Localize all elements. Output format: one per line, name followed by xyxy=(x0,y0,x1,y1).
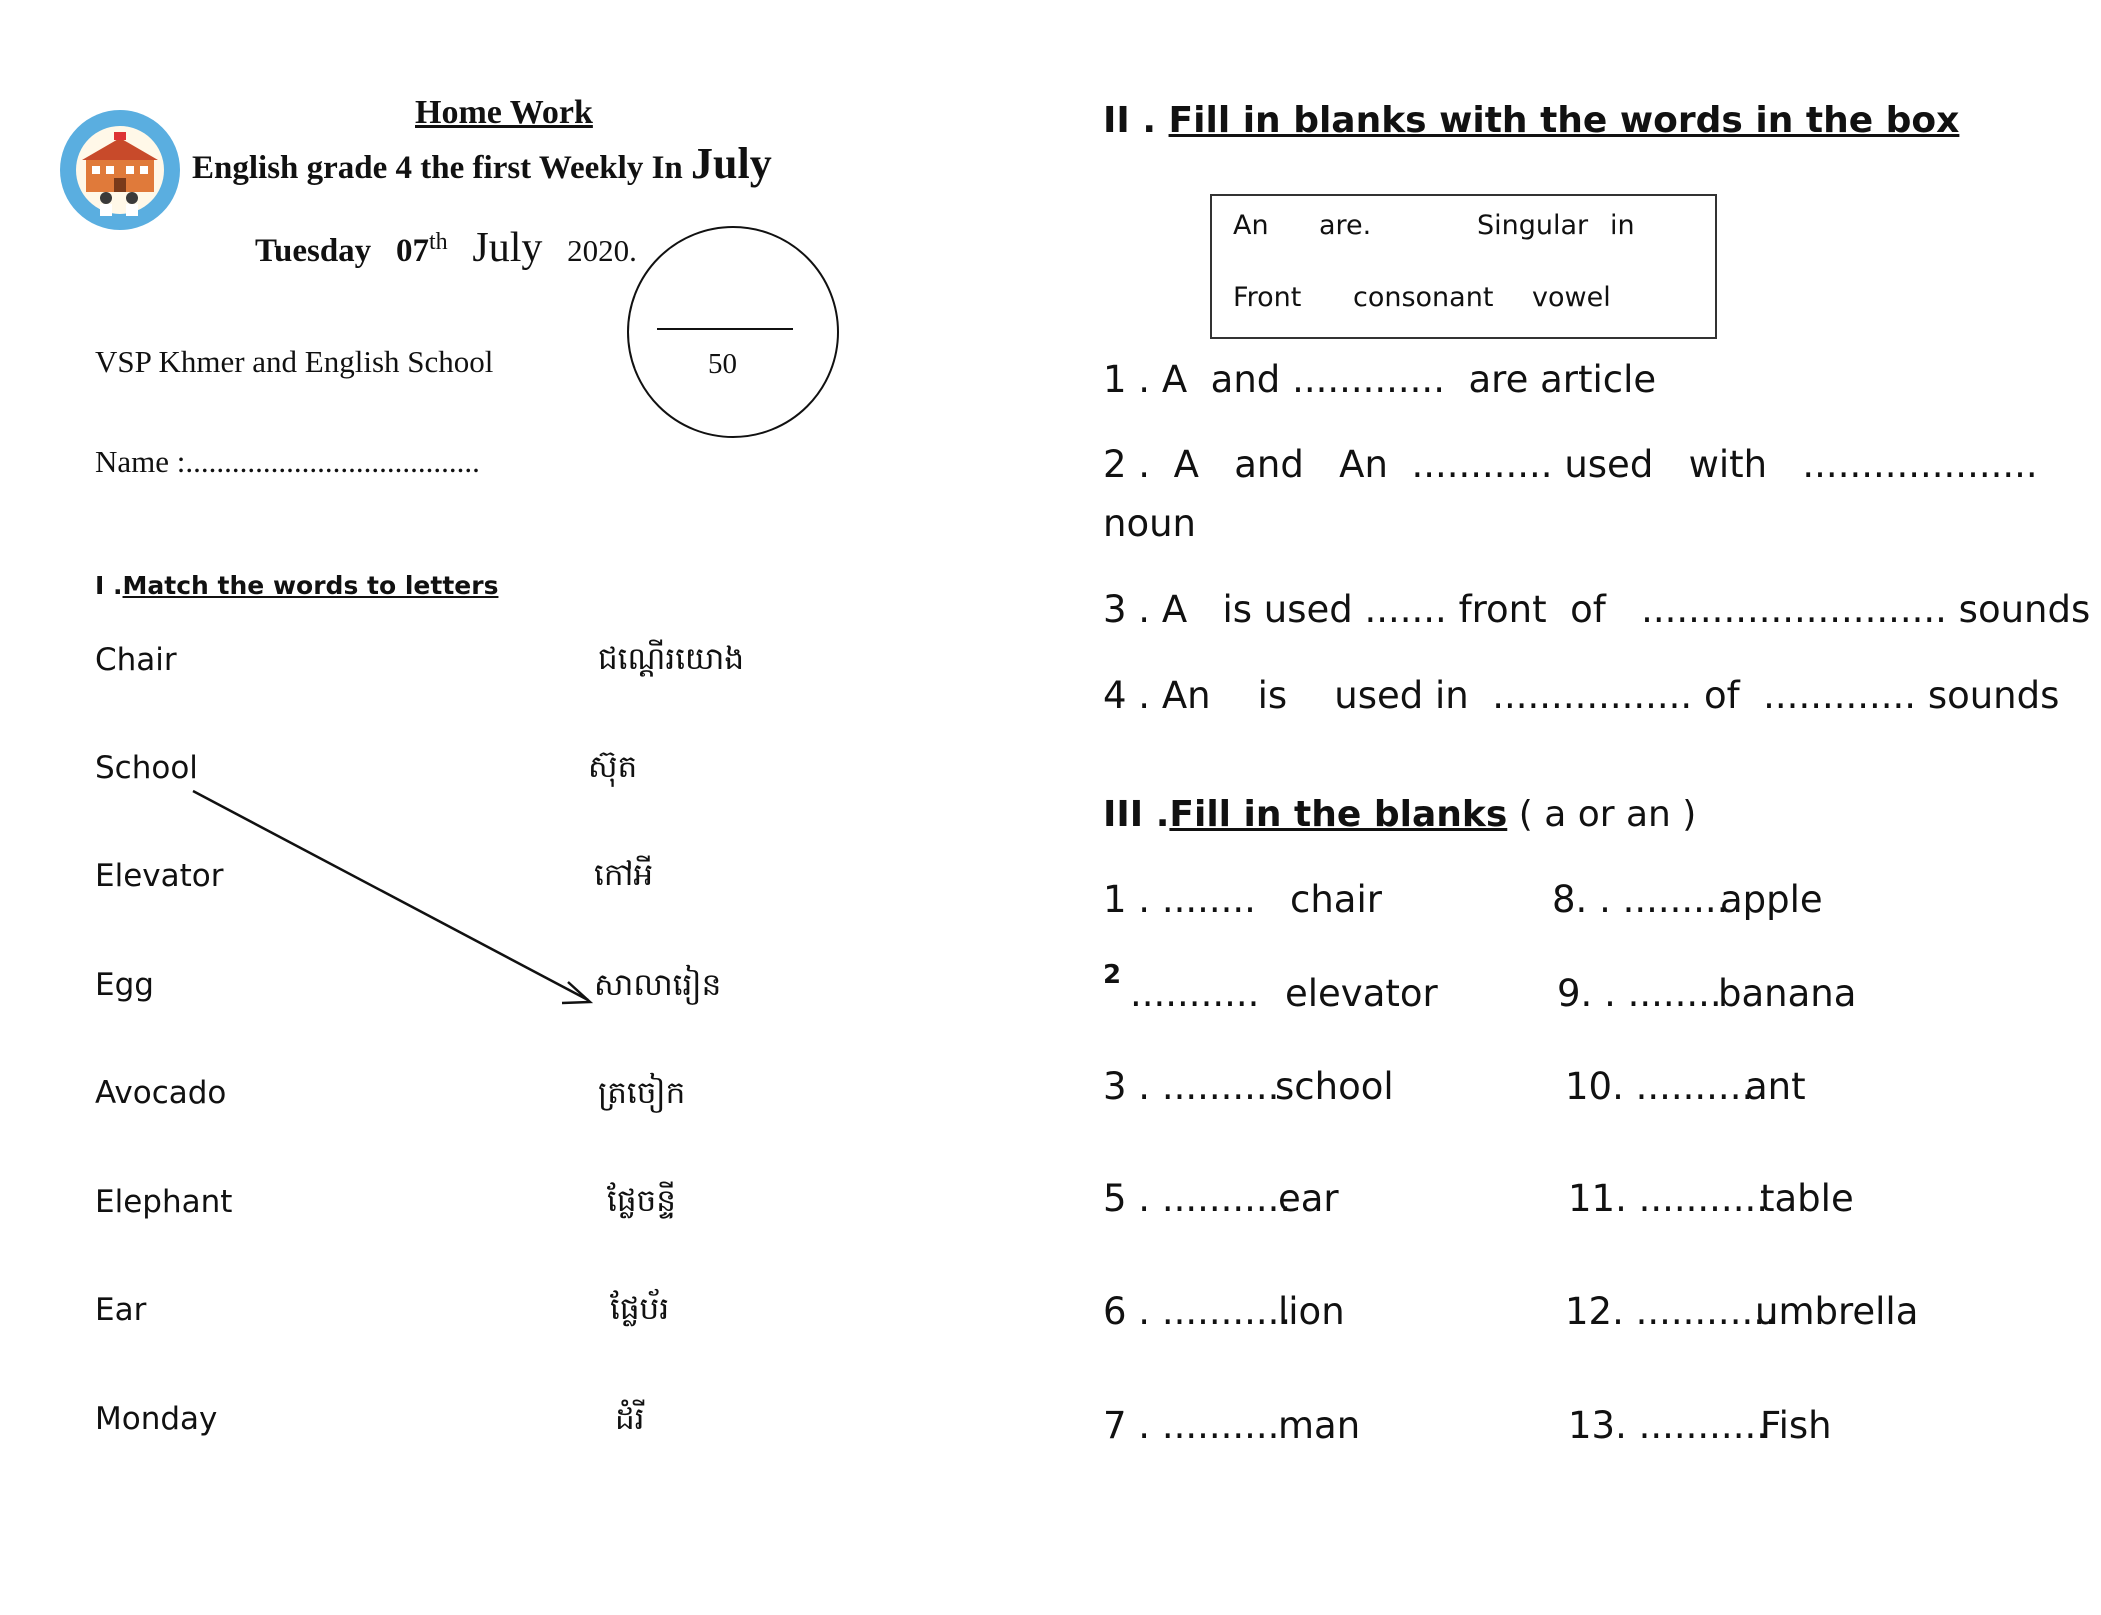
date-day: Tuesday xyxy=(255,233,372,269)
match-word: Chair xyxy=(95,642,177,678)
match-word: Ear xyxy=(95,1292,147,1328)
khmer-word: សាលារៀន xyxy=(594,967,722,1003)
blank-item: 13. ........... xyxy=(1568,1404,1768,1447)
match-word: Monday xyxy=(95,1401,218,1437)
fill-text: of xyxy=(1570,588,1606,631)
name-field[interactable]: Name :...................................... xyxy=(95,444,480,479)
date-month: July xyxy=(472,225,543,271)
blank-word: school xyxy=(1275,1065,1394,1108)
fill-text: with xyxy=(1688,443,1768,486)
homework-title: Home Work xyxy=(415,94,593,131)
fill-text: An xyxy=(1339,443,1388,486)
date-year: 2020. xyxy=(567,233,637,268)
fill-text: 2 . xyxy=(1103,443,1151,486)
fill-item-2-cont: noun xyxy=(1103,502,1196,545)
fill-text: 3 . A xyxy=(1103,588,1188,631)
section1-title: Match the words to letters xyxy=(122,571,499,600)
grade-month: July xyxy=(691,139,772,188)
date-suffix: th xyxy=(428,229,448,255)
khmer-word: ផ្លែចន្ទី xyxy=(607,1183,676,1219)
khmer-word: ស៊ុត xyxy=(588,749,638,785)
blank-item: 10. .......... xyxy=(1565,1065,1754,1108)
match-word: Elevator xyxy=(95,858,224,894)
section3-title: Fill in the blanks xyxy=(1169,794,1508,835)
section1-prefix: I . xyxy=(95,571,123,600)
score-total: 50 xyxy=(708,348,737,380)
fill-blank: .................... xyxy=(1802,443,2038,486)
blank-item: 5 . ........... xyxy=(1103,1177,1292,1220)
blank-word: ear xyxy=(1278,1177,1339,1220)
box-word: are. xyxy=(1319,210,1372,241)
fill-blank: ............ used xyxy=(1411,443,1654,486)
fill-blank: .......................... sounds xyxy=(1641,588,2091,631)
blank-word: chair xyxy=(1290,878,1382,921)
date-number: 07 xyxy=(395,233,429,269)
fill-text: 4 . An xyxy=(1103,674,1211,717)
match-word: Avocado xyxy=(95,1075,227,1111)
fill-blank: ............. sounds xyxy=(1763,674,2060,717)
match-word: School xyxy=(95,750,198,786)
fill-text: 1 . A xyxy=(1103,358,1188,401)
box-word: vowel xyxy=(1532,282,1611,313)
fill-text: and xyxy=(1234,443,1304,486)
khmer-word: ជណ្ដើរយោង xyxy=(598,641,745,677)
fill-text: and xyxy=(1210,358,1281,401)
fill-blank: ............. xyxy=(1292,358,1445,401)
blank-item: 8. . ......... xyxy=(1552,878,1729,921)
fill-item-3 xyxy=(1103,588,2090,631)
match-word: Egg xyxy=(95,967,154,1003)
section2-heading xyxy=(1103,100,1959,141)
khmer-word: ត្រចៀក xyxy=(598,1075,686,1111)
fill-text: is xyxy=(1257,674,1288,717)
blank-item: 9. . ........ xyxy=(1557,972,1722,1015)
fill-text: used in xyxy=(1334,674,1469,717)
box-word: Front xyxy=(1233,282,1302,313)
blank-word: table xyxy=(1760,1177,1854,1220)
khmer-word: កៅអី xyxy=(594,857,654,893)
khmer-word: ដំរី xyxy=(615,1401,645,1437)
box-word: in xyxy=(1610,210,1635,241)
blank-item: ........... xyxy=(1130,972,1260,1015)
school-name: VSP Khmer and English School xyxy=(95,344,494,379)
section2-title: Fill in blanks with the words in the box xyxy=(1168,100,1960,141)
section2-prefix: II . xyxy=(1103,100,1156,141)
blank-word: elevator xyxy=(1285,972,1438,1015)
section3-heading xyxy=(1103,794,1696,835)
word-box xyxy=(1210,194,1717,339)
match-word: Elephant xyxy=(95,1184,233,1220)
blank-item-number: 2 xyxy=(1103,960,1122,990)
khmer-word: ផ្លែប័រ xyxy=(610,1291,670,1327)
fill-item-1 xyxy=(1103,358,1656,401)
blank-item: 1 . ........ xyxy=(1103,878,1256,921)
grade-text: English grade 4 the first Weekly In xyxy=(192,150,683,186)
blank-item: 12. ............ xyxy=(1565,1290,1777,1333)
blank-word: umbrella xyxy=(1755,1290,1919,1333)
fill-item-4 xyxy=(1103,674,2059,717)
blank-word: banana xyxy=(1718,972,1857,1015)
blank-word: apple xyxy=(1720,878,1823,921)
fill-item-2 xyxy=(1103,443,2038,486)
box-word: An xyxy=(1233,210,1269,241)
blank-word: man xyxy=(1278,1404,1361,1447)
blank-item: 3 . .......... xyxy=(1103,1065,1280,1108)
blank-word: Fish xyxy=(1760,1404,1832,1447)
fill-text: are article xyxy=(1468,358,1657,401)
section3-prefix: III . xyxy=(1103,794,1170,835)
fill-blank: ................. of xyxy=(1492,674,1740,717)
blank-item: 11. ........... xyxy=(1568,1177,1768,1220)
blank-word: ant xyxy=(1745,1065,1806,1108)
fill-text: is used ....... front xyxy=(1222,588,1547,631)
section3-hint: ( a or an ) xyxy=(1518,794,1697,835)
blank-item: 6 . ........... xyxy=(1103,1290,1292,1333)
blank-item: 7 . .......... xyxy=(1103,1404,1280,1447)
blank-word: lion xyxy=(1278,1290,1345,1333)
box-word: Singular xyxy=(1477,210,1589,241)
fill-text: A xyxy=(1173,443,1199,486)
box-word: consonant xyxy=(1353,282,1494,313)
